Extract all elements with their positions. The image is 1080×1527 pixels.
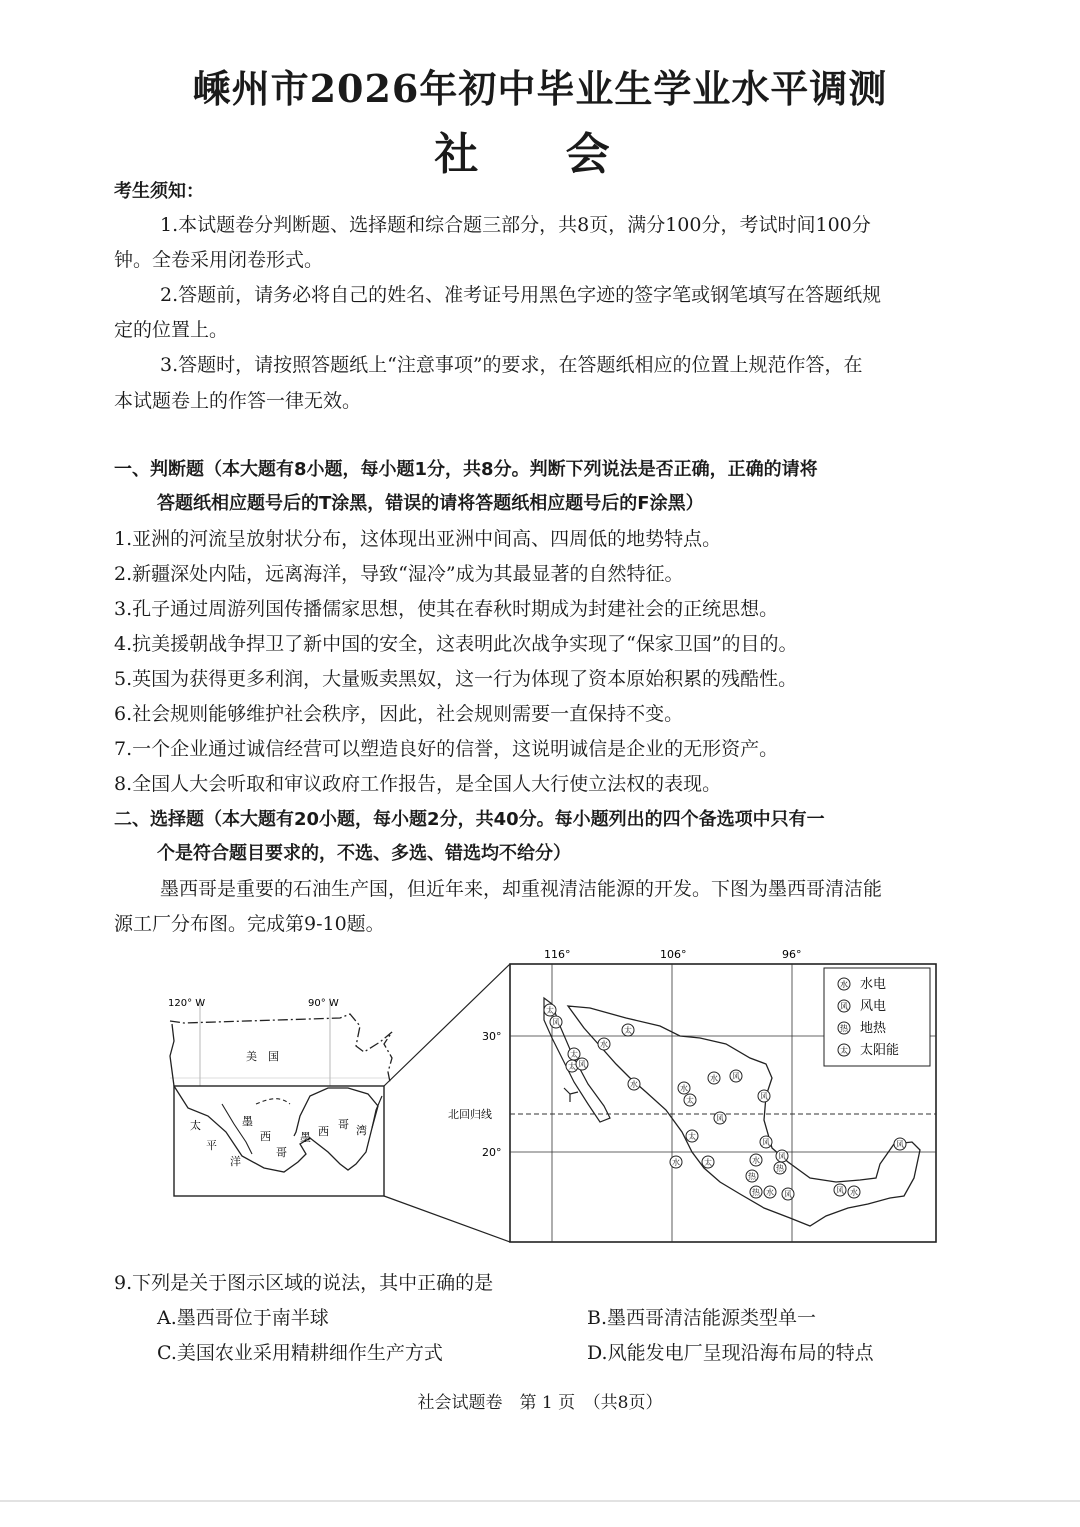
site-symbol: 水 bbox=[672, 1158, 680, 1167]
notice-line: 3.答题时，请按照答题纸上“注意事项”的要求，在答题纸相应的位置上规范作答，在 bbox=[160, 354, 863, 376]
lon-label-90w: 90° W bbox=[308, 998, 339, 1009]
section1-heading-cont: 答题纸相应题号后的T涂黑，错误的请将答题纸相应题号后的F涂黑） bbox=[157, 493, 704, 514]
notice-line: 定的位置上。 bbox=[114, 319, 229, 341]
judgment-item: 1.亚洲的河流呈放射状分布，这体现出亚洲中间高、四周低的地势特点。 bbox=[114, 528, 722, 550]
judgment-item: 6.社会规则能够维护社会秩序，因此，社会规则需要一直保持不变。 bbox=[114, 703, 684, 725]
usa-label: 美 国 bbox=[246, 1050, 279, 1063]
site-symbol: 风 bbox=[552, 1018, 560, 1027]
site-symbol: 水 bbox=[630, 1080, 638, 1089]
legend-symbol: 水 bbox=[840, 980, 848, 989]
pacific-label: 太 bbox=[190, 1119, 201, 1132]
map-legend bbox=[824, 968, 930, 1066]
site-symbol: 风 bbox=[778, 1152, 786, 1161]
mexico-label: 西 bbox=[260, 1130, 271, 1143]
site-symbol: 风 bbox=[896, 1140, 904, 1149]
lon-label: 96° bbox=[782, 948, 802, 961]
site-symbol: 水 bbox=[850, 1188, 858, 1197]
gulf-label: 墨 bbox=[300, 1131, 311, 1144]
legend-hydro: 水电 bbox=[860, 977, 887, 992]
section2-intro: 源工厂分布图。完成第9-10题。 bbox=[114, 913, 385, 935]
site-symbol: 风 bbox=[784, 1190, 792, 1199]
detail-map bbox=[448, 948, 936, 1242]
section2-heading-cont: 个是符合题目要求的，不选、多选、错选均不给分） bbox=[157, 843, 571, 864]
site-symbol: 风 bbox=[836, 1186, 844, 1195]
site-symbol: 热 bbox=[748, 1172, 756, 1181]
site-symbol: 热 bbox=[776, 1164, 784, 1173]
site-symbol: 热 bbox=[752, 1188, 760, 1197]
judgment-item: 8.全国人大会听取和审议政府工作报告，是全国人大行使立法权的表现。 bbox=[114, 773, 722, 795]
site-symbol: 水 bbox=[680, 1084, 688, 1093]
site-symbol: 风 bbox=[762, 1138, 770, 1147]
legend-solar: 太阳能 bbox=[860, 1043, 900, 1058]
notice-line: 1.本试题卷分判断题、选择题和综合题三部分，共8页，满分100分，考试时间100分 bbox=[160, 214, 871, 236]
mexico-clean-energy-map bbox=[160, 946, 940, 1246]
choice-c: C.美国农业采用精耕细作生产方式 bbox=[157, 1342, 443, 1364]
lon-label-120w: 120° W bbox=[168, 998, 206, 1009]
overview-map bbox=[168, 998, 392, 1196]
lon-label: 116° bbox=[544, 948, 571, 961]
site-symbol: 太 bbox=[688, 1132, 696, 1141]
section1-heading: 一、判断题（本大题有8小题，每小题1分，共8分。判断下列说法是否正确，正确的请将 bbox=[114, 459, 818, 480]
site-symbol: 水 bbox=[766, 1188, 774, 1197]
site-symbol: 太 bbox=[570, 1050, 578, 1059]
choice-d: D.风能发电厂呈现沿海布局的特点 bbox=[587, 1342, 874, 1364]
legend-symbol: 热 bbox=[840, 1024, 848, 1033]
tropic-label: 北回归线 bbox=[448, 1108, 492, 1121]
judgment-item: 7.一个企业通过诚信经营可以塑造良好的信誉，这说明诚信是企业的无形资产。 bbox=[114, 738, 779, 760]
judgment-item: 5.英国为获得更多利润，大量贩卖黑奴，这一行为体现了资本原始积累的残酷性。 bbox=[114, 668, 798, 690]
legend-wind: 风电 bbox=[860, 999, 887, 1014]
judgment-item: 4.抗美援朝战争捍卫了新中国的安全，这表明此次战争实现了“保家卫国”的目的。 bbox=[114, 633, 798, 655]
site-symbol: 太 bbox=[624, 1026, 632, 1035]
legend-symbol: 太 bbox=[840, 1046, 848, 1055]
lat-label-20: 20° bbox=[482, 1146, 502, 1159]
mexico-label: 墨 bbox=[242, 1115, 253, 1128]
section2-intro: 墨西哥是重要的石油生产国，但近年来，却重视清洁能源的开发。下图为墨西哥清洁能 bbox=[160, 878, 883, 900]
site-symbol: 太 bbox=[568, 1062, 576, 1071]
notice-line: 本试题卷上的作答一律无效。 bbox=[114, 390, 362, 412]
section2-heading: 二、选择题（本大题有20小题，每小题2分，共40分。每小题列出的四个备选项中只有一 bbox=[114, 809, 825, 830]
site-symbol: 风 bbox=[732, 1072, 740, 1081]
page-footer: 社会试题卷 第 1 页 （共8页） bbox=[417, 1393, 663, 1413]
choice-a: A.墨西哥位于南半球 bbox=[157, 1307, 329, 1329]
legend-symbol: 风 bbox=[840, 1002, 848, 1011]
site-symbol: 风 bbox=[716, 1114, 724, 1123]
gulf-label: 哥 bbox=[338, 1118, 349, 1131]
mexico-label: 哥 bbox=[276, 1146, 287, 1159]
gulf-label: 湾 bbox=[356, 1124, 367, 1137]
legend-geothermal: 地热 bbox=[860, 1021, 887, 1036]
notice-heading: 考生须知： bbox=[114, 181, 204, 202]
choice-b: B.墨西哥清洁能源类型单一 bbox=[587, 1307, 817, 1329]
pacific-label: 平 bbox=[206, 1139, 217, 1152]
lon-label: 106° bbox=[660, 948, 687, 961]
site-symbol: 水 bbox=[710, 1074, 718, 1083]
notice-line: 2.答题前，请务必将自己的姓名、准考证号用黑色字迹的签字笔或钢笔填写在答题纸规 bbox=[160, 284, 882, 306]
page-edge bbox=[0, 1500, 1080, 1502]
site-symbol: 水 bbox=[752, 1156, 760, 1165]
pacific-label: 洋 bbox=[230, 1155, 241, 1168]
site-symbol: 太 bbox=[704, 1158, 712, 1167]
exam-title: 嵊州市2026年初中毕业生学业水平调测 bbox=[192, 66, 888, 111]
judgment-item: 2.新疆深处内陆，远离海洋，导致“湿冷”成为其最显著的自然特征。 bbox=[114, 563, 684, 585]
gulf-label: 西 bbox=[318, 1125, 329, 1138]
site-symbol: 水 bbox=[600, 1040, 608, 1049]
site-symbol: 风 bbox=[760, 1092, 768, 1101]
lat-label-30: 30° bbox=[482, 1030, 502, 1043]
site-symbol: 太 bbox=[686, 1096, 694, 1105]
site-symbol: 风 bbox=[578, 1060, 586, 1069]
site-symbol: 太 bbox=[546, 1006, 554, 1015]
question9-stem: 9.下列是关于图示区域的说法，其中正确的是 bbox=[114, 1272, 494, 1294]
judgment-item: 3.孔子通过周游列国传播儒家思想，使其在春秋时期成为封建社会的正统思想。 bbox=[114, 598, 779, 620]
subject-title: 社 会 bbox=[434, 129, 646, 180]
notice-line: 钟。全卷采用闭卷形式。 bbox=[114, 249, 324, 271]
